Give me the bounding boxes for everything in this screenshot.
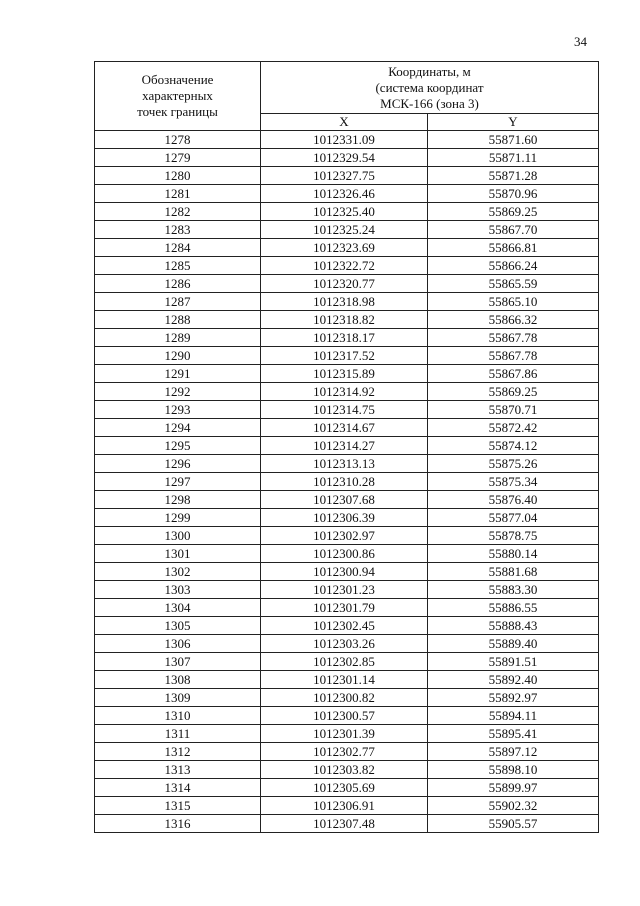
table-row: [95, 257, 599, 275]
x-cell: 1012314.75: [261, 401, 428, 419]
y-cell: 55894.11: [428, 707, 599, 725]
x-cell: 1012325.24: [261, 221, 428, 239]
y-cell: 55881.68: [428, 563, 599, 581]
point-cell: 1285: [95, 257, 261, 275]
x-cell: 1012302.85: [261, 653, 428, 671]
y-cell: 55899.97: [428, 779, 599, 797]
y-cell: 55866.81: [428, 239, 599, 257]
y-cell: 55902.32: [428, 797, 599, 815]
y-cell: 55886.55: [428, 599, 599, 617]
x-cell: 1012326.46: [261, 185, 428, 203]
table-row: [95, 815, 599, 833]
y-cell: 55866.32: [428, 311, 599, 329]
point-cell: 1303: [95, 581, 261, 599]
y-cell: 55877.04: [428, 509, 599, 527]
x-cell: 1012314.92: [261, 383, 428, 401]
y-cell: 55878.75: [428, 527, 599, 545]
point-cell: 1301: [95, 545, 261, 563]
y-cell: 55895.41: [428, 725, 599, 743]
y-cell: 55874.12: [428, 437, 599, 455]
table-row: [95, 671, 599, 689]
table-row: [95, 131, 599, 149]
table-row: [95, 419, 599, 437]
header-point-line-3: точек границы: [137, 104, 218, 119]
y-cell: 55867.70: [428, 221, 599, 239]
point-cell: 1289: [95, 329, 261, 347]
table-body: [95, 131, 599, 833]
x-cell: 1012302.97: [261, 527, 428, 545]
table-row: [95, 635, 599, 653]
x-cell: 1012302.77: [261, 743, 428, 761]
x-cell: 1012306.91: [261, 797, 428, 815]
x-cell: 1012315.89: [261, 365, 428, 383]
point-cell: 1291: [95, 365, 261, 383]
table-row: [95, 329, 599, 347]
y-cell: 55870.96: [428, 185, 599, 203]
x-cell: 1012310.28: [261, 473, 428, 491]
point-cell: 1293: [95, 401, 261, 419]
x-cell: 1012322.72: [261, 257, 428, 275]
y-cell: 55867.78: [428, 329, 599, 347]
table-row: [95, 221, 599, 239]
point-cell: 1298: [95, 491, 261, 509]
point-cell: 1308: [95, 671, 261, 689]
table-row: [95, 599, 599, 617]
header-coords-line-1: Координаты, м: [388, 63, 471, 79]
table-row: [95, 455, 599, 473]
table-row: [95, 509, 599, 527]
y-cell: 55867.86: [428, 365, 599, 383]
table-row: [95, 761, 599, 779]
point-cell: 1294: [95, 419, 261, 437]
table-row: [95, 347, 599, 365]
y-cell: 55891.51: [428, 653, 599, 671]
table-row: [95, 437, 599, 455]
header-coordinates: [261, 62, 599, 114]
table-header: [95, 62, 599, 131]
x-cell: 1012301.23: [261, 581, 428, 599]
x-cell: 1012314.67: [261, 419, 428, 437]
point-cell: 1290: [95, 347, 261, 365]
header-coords-line-3: МСК-166 (зона 3): [380, 95, 479, 111]
x-cell: 1012317.52: [261, 347, 428, 365]
point-cell: 1311: [95, 725, 261, 743]
x-cell: 1012300.57: [261, 707, 428, 725]
x-cell: 1012303.26: [261, 635, 428, 653]
y-cell: 55880.14: [428, 545, 599, 563]
x-cell: 1012307.68: [261, 491, 428, 509]
table-row: [95, 581, 599, 599]
point-cell: 1280: [95, 167, 261, 185]
y-cell: 55867.78: [428, 347, 599, 365]
point-cell: 1296: [95, 455, 261, 473]
point-cell: 1316: [95, 815, 261, 833]
table-row: [95, 617, 599, 635]
point-cell: 1299: [95, 509, 261, 527]
table-row: [95, 203, 599, 221]
point-cell: 1314: [95, 779, 261, 797]
y-cell: 55871.28: [428, 167, 599, 185]
x-cell: 1012314.27: [261, 437, 428, 455]
y-cell: 55871.60: [428, 131, 599, 149]
y-cell: 55898.10: [428, 761, 599, 779]
point-cell: 1288: [95, 311, 261, 329]
y-cell: 55905.57: [428, 815, 599, 833]
y-cell: 55865.59: [428, 275, 599, 293]
x-cell: 1012318.98: [261, 293, 428, 311]
point-cell: 1286: [95, 275, 261, 293]
y-cell: 55870.71: [428, 401, 599, 419]
y-cell: 55866.24: [428, 257, 599, 275]
point-cell: 1297: [95, 473, 261, 491]
point-cell: 1284: [95, 239, 261, 257]
header-point-line-2: характерных: [142, 88, 213, 103]
y-cell: 55869.25: [428, 203, 599, 221]
x-cell: 1012329.54: [261, 149, 428, 167]
point-cell: 1307: [95, 653, 261, 671]
header-coords-line-2: (система координат: [375, 79, 484, 95]
point-cell: 1313: [95, 761, 261, 779]
y-cell: 55865.10: [428, 293, 599, 311]
table-row: [95, 779, 599, 797]
point-cell: 1281: [95, 185, 261, 203]
x-cell: 1012300.94: [261, 563, 428, 581]
x-cell: 1012325.40: [261, 203, 428, 221]
table-row: [95, 383, 599, 401]
x-cell: 1012303.82: [261, 761, 428, 779]
y-cell: 55875.34: [428, 473, 599, 491]
x-cell: 1012306.39: [261, 509, 428, 527]
x-cell: 1012301.79: [261, 599, 428, 617]
y-cell: 55889.40: [428, 635, 599, 653]
point-cell: 1305: [95, 617, 261, 635]
y-cell: 55897.12: [428, 743, 599, 761]
header-y: Y: [428, 114, 599, 131]
table-row: [95, 707, 599, 725]
y-cell: 55871.11: [428, 149, 599, 167]
table-row: [95, 401, 599, 419]
x-cell: 1012305.69: [261, 779, 428, 797]
point-cell: 1302: [95, 563, 261, 581]
point-cell: 1287: [95, 293, 261, 311]
table-row: [95, 185, 599, 203]
point-cell: 1310: [95, 707, 261, 725]
page-number: 34: [574, 34, 587, 49]
x-cell: 1012318.17: [261, 329, 428, 347]
y-cell: 55872.42: [428, 419, 599, 437]
point-cell: 1292: [95, 383, 261, 401]
x-cell: 1012323.69: [261, 239, 428, 257]
y-cell: 55869.25: [428, 383, 599, 401]
y-cell: 55875.26: [428, 455, 599, 473]
table-row: [95, 743, 599, 761]
point-cell: 1300: [95, 527, 261, 545]
x-cell: 1012313.13: [261, 455, 428, 473]
table-row: [95, 149, 599, 167]
x-cell: 1012301.14: [261, 671, 428, 689]
table-row: [95, 239, 599, 257]
table-row: [95, 689, 599, 707]
point-cell: 1306: [95, 635, 261, 653]
x-cell: 1012302.45: [261, 617, 428, 635]
header-point-designation: [95, 62, 261, 131]
table-row: [95, 653, 599, 671]
point-cell: 1304: [95, 599, 261, 617]
table-row: [95, 797, 599, 815]
x-cell: 1012318.82: [261, 311, 428, 329]
table-row: [95, 365, 599, 383]
y-cell: 55888.43: [428, 617, 599, 635]
x-cell: 1012301.39: [261, 725, 428, 743]
point-cell: 1315: [95, 797, 261, 815]
x-cell: 1012300.86: [261, 545, 428, 563]
table-row: [95, 473, 599, 491]
x-cell: 1012307.48: [261, 815, 428, 833]
point-cell: 1283: [95, 221, 261, 239]
table-row: [95, 293, 599, 311]
header-x: X: [261, 114, 428, 131]
table-row: [95, 167, 599, 185]
point-cell: 1279: [95, 149, 261, 167]
y-cell: 55883.30: [428, 581, 599, 599]
header-point-line-1: Обозначение: [141, 72, 214, 87]
y-cell: 55892.97: [428, 689, 599, 707]
x-cell: 1012327.75: [261, 167, 428, 185]
point-cell: 1278: [95, 131, 261, 149]
point-cell: 1309: [95, 689, 261, 707]
point-cell: 1295: [95, 437, 261, 455]
table-row: [95, 527, 599, 545]
point-cell: 1282: [95, 203, 261, 221]
coordinates-table: [94, 61, 599, 833]
table-row: [95, 491, 599, 509]
y-cell: 55892.40: [428, 671, 599, 689]
x-cell: 1012300.82: [261, 689, 428, 707]
table-row: [95, 563, 599, 581]
point-cell: 1312: [95, 743, 261, 761]
table-row: [95, 545, 599, 563]
y-cell: 55876.40: [428, 491, 599, 509]
table-row: [95, 311, 599, 329]
table-row: [95, 725, 599, 743]
x-cell: 1012320.77: [261, 275, 428, 293]
table-row: [95, 275, 599, 293]
x-cell: 1012331.09: [261, 131, 428, 149]
